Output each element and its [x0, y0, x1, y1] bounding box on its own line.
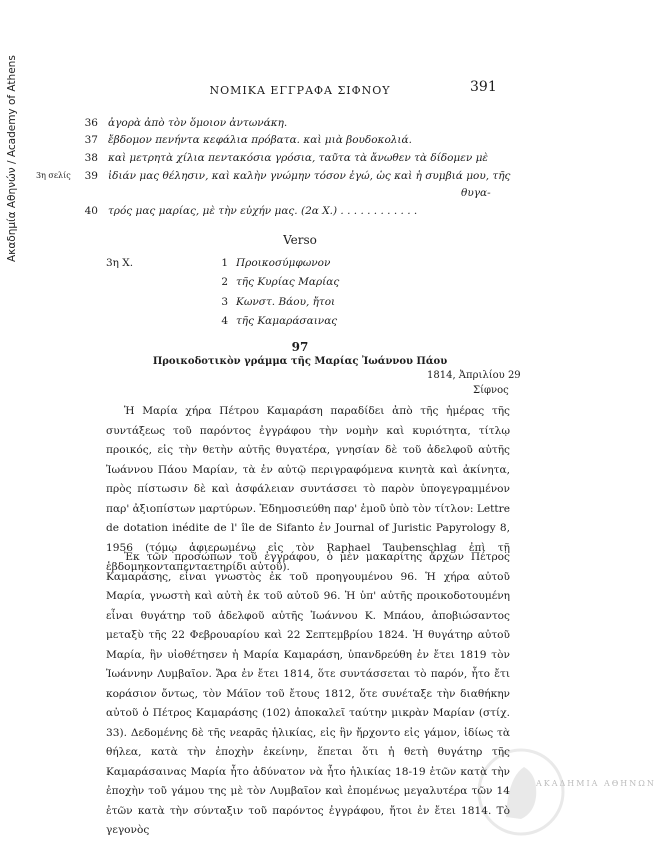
line-number: 38 [84, 152, 98, 164]
line-number: 36 [84, 117, 98, 129]
verso-marker: 3η Χ. [106, 257, 134, 269]
verso-line-text: τῆς Καμαράσαινας [236, 315, 338, 327]
verso-line-text: Κωνστ. Βάου, ἤτοι [236, 296, 336, 308]
recto-line [0, 184, 600, 202]
line-text: τρός μας μαρίας, μὲ τὴν εὐχήν μας. (2α Χ.) . . . . . . . . . . . . [108, 205, 418, 217]
line-number: 37 [84, 134, 98, 146]
line-text: θυγα- [461, 187, 491, 199]
recto-line [0, 167, 600, 185]
document-date: 1814, Ἀπριλίου 29 [427, 370, 521, 381]
summary-text: Ἡ Μαρία χήρα Πέτρου Καμαράση παραδίδει ἀπὸ τῆς ἡμέρας τῆς συντάξεως τοῦ παρόντος ἐγγράφου τὴν νομὴν καὶ κυριότητα, τίτλῳ προικός, εἰς τὴν θετὴν αὐτῆς θυγατέρα, γνησίαν δὲ τοῦ ἀδελφοῦ αὐτῆς Ἰωάννου Πάου Μαρίαν, τὰ ἐν αὐτῷ περιγραφόμενα κινητὰ καὶ ἀκίνητα, πρὸς πίστωσιν δὲ καὶ ἀσφάλειαν συντάσσει τὸ παρὸν ὑπογεγραμμένον παρ' ἀξιοπίστων μαρτύρων. Ἐδημοσιεύθη παρ' ἐμοῦ ὑπὸ τὸν τίτλον: Lettre de dotation inédite de l' île de Sifanto ἐν Journal of Juristic Papyrology 8, 1956 (τόμῳ ἀφιερωμένῳ εἰς τὸν Raphael Taubenschlag ἐπὶ τῇ ἑβδομηκονταπενταετηρίδι αὐτοῦ). [106, 405, 510, 573]
running-head: ΝΟΜΙΚΑ ΕΓΓΡΑΦΑ ΣΙΦΝΟΥ [209, 84, 391, 97]
verso-line-number: 4 [221, 315, 228, 327]
verso-heading: Verso [283, 233, 317, 247]
document-title: Προικοδοτικὸν γράμμα τῆς Μαρίας Ἰωάννου Πάου [152, 356, 448, 367]
recto-line [0, 202, 600, 220]
line-text: ἀγορὰ ἀπὸ τὸν ὅμοιον ἀντωνάκη. [108, 117, 288, 129]
page-break-marker: 3η σελίς [36, 171, 71, 180]
page-number: 391 [470, 79, 497, 95]
verso-line-number: 3 [221, 296, 228, 308]
verso-line-number: 1 [221, 257, 228, 269]
line-number: 39 [84, 170, 98, 182]
watermark-text: ΑΚΑΔΗΜΙΑ ΑΘΗΝΩΝ [536, 779, 656, 788]
commentary-paragraph [106, 548, 510, 841]
recto-line [0, 131, 600, 149]
line-text: καὶ μετρητὰ χίλια πεντακόσια γρόσια, ταῦτα τὰ ἄνωθεν τὰ δίδομεν μὲ [108, 152, 489, 164]
verso-line-text: τῆς Κυρίας Μαρίας [236, 276, 340, 288]
academy-side-label: Ακαδημία Αθηνών / Academy of Athens [6, 55, 18, 262]
academy-stamp-icon [476, 747, 566, 837]
line-text: ἔβδομον πενήντα κεφάλια πρόβατα. καὶ μιὰ βουδοκολιά. [108, 134, 412, 146]
recto-line [0, 149, 600, 167]
line-number: 40 [84, 205, 98, 217]
document-number: 97 [291, 340, 309, 354]
document-place: Σίφνος [473, 385, 509, 396]
commentary-text: Ἐκ τῶν προσώπων τοῦ ἐγγράφου, ὁ μὲν μακαρίτης ἄρχων Πέτρος Καμαράσης, εἶναι γνωστὸς ἐκ τοῦ προηγουμένου 96. Ἡ χήρα αὐτοῦ Μαρία, γνωστὴ καὶ αὐτὴ ἐκ τοῦ αὐτοῦ 96. Ἡ ὑπ' αὐτῆς προικοδοτουμένη εἶναι θυγάτηρ τοῦ ἀδελφοῦ αὐτῆς Ἰωάννου Κ. Μπάου, ἀποβιώσαντος μεταξὺ τῆς 22 Φεβρουαρίου καὶ 22 Σεπτεμβρίου 1824. Ἡ θυγάτηρ αὐτοῦ Μαρία, ἣν υἱοθέτησεν ἡ Μαρία Καμαράση, ὑπανδρεύθη ἐν ἔτει 1819 τὸν Ἰωάννην Λυμβαῖον. Ἄρα ἐν ἔτει 1814, ὅτε συντάσσεται τὸ παρόν, ἦτο ἔτι κοράσιον ὄντως, τὸν Μάϊον τοῦ ἔτους 1812, ὅτε συνέταξε τὴν διαθήκην αὐτοῦ ὁ Πέτρος Καμαράσης (102) ἀποκαλεῖ ταύτην μικρὰν Μαρίαν (στίχ. 33). Δεδομένης δὲ τῆς νεαρᾶς ἡλικίας, εἰς ἣν ἤρχοντο εἰς γάμον, ἰδίως τὰ θήλεα, κατὰ τὴν ἐποχὴν ἐκείνην, ἕπεται ὅτι ἡ θετὴ θυγάτηρ τῆς Καμαράσαινας Μαρία ἦτο ἀδύνατον νὰ ἦτο ἡλικίας 18-19 ἐτῶν κατὰ τὴν ἐποχὴν τοῦ γάμου της μὲ τὸν Λυμβαῖον καὶ ἐπομένως μεγαλυτέρα τῶν 14 ἐτῶν κατὰ τὴν σύνταξιν τοῦ παρόντος ἐγγράφου, ἤτοι ἐν ἔτει 1814. Τὸ γεγονὸς [106, 551, 510, 836]
verso-line-number: 2 [221, 276, 228, 288]
line-text: ἰδιάν μας θέλησιν, καὶ καλὴν γνώμην τόσον ἐγώ, ὡς καὶ ἡ συμβιά μου, τῆς [108, 170, 511, 182]
verso-line-text: Προικοσύμφωνον [236, 257, 331, 269]
recto-line [0, 114, 600, 132]
